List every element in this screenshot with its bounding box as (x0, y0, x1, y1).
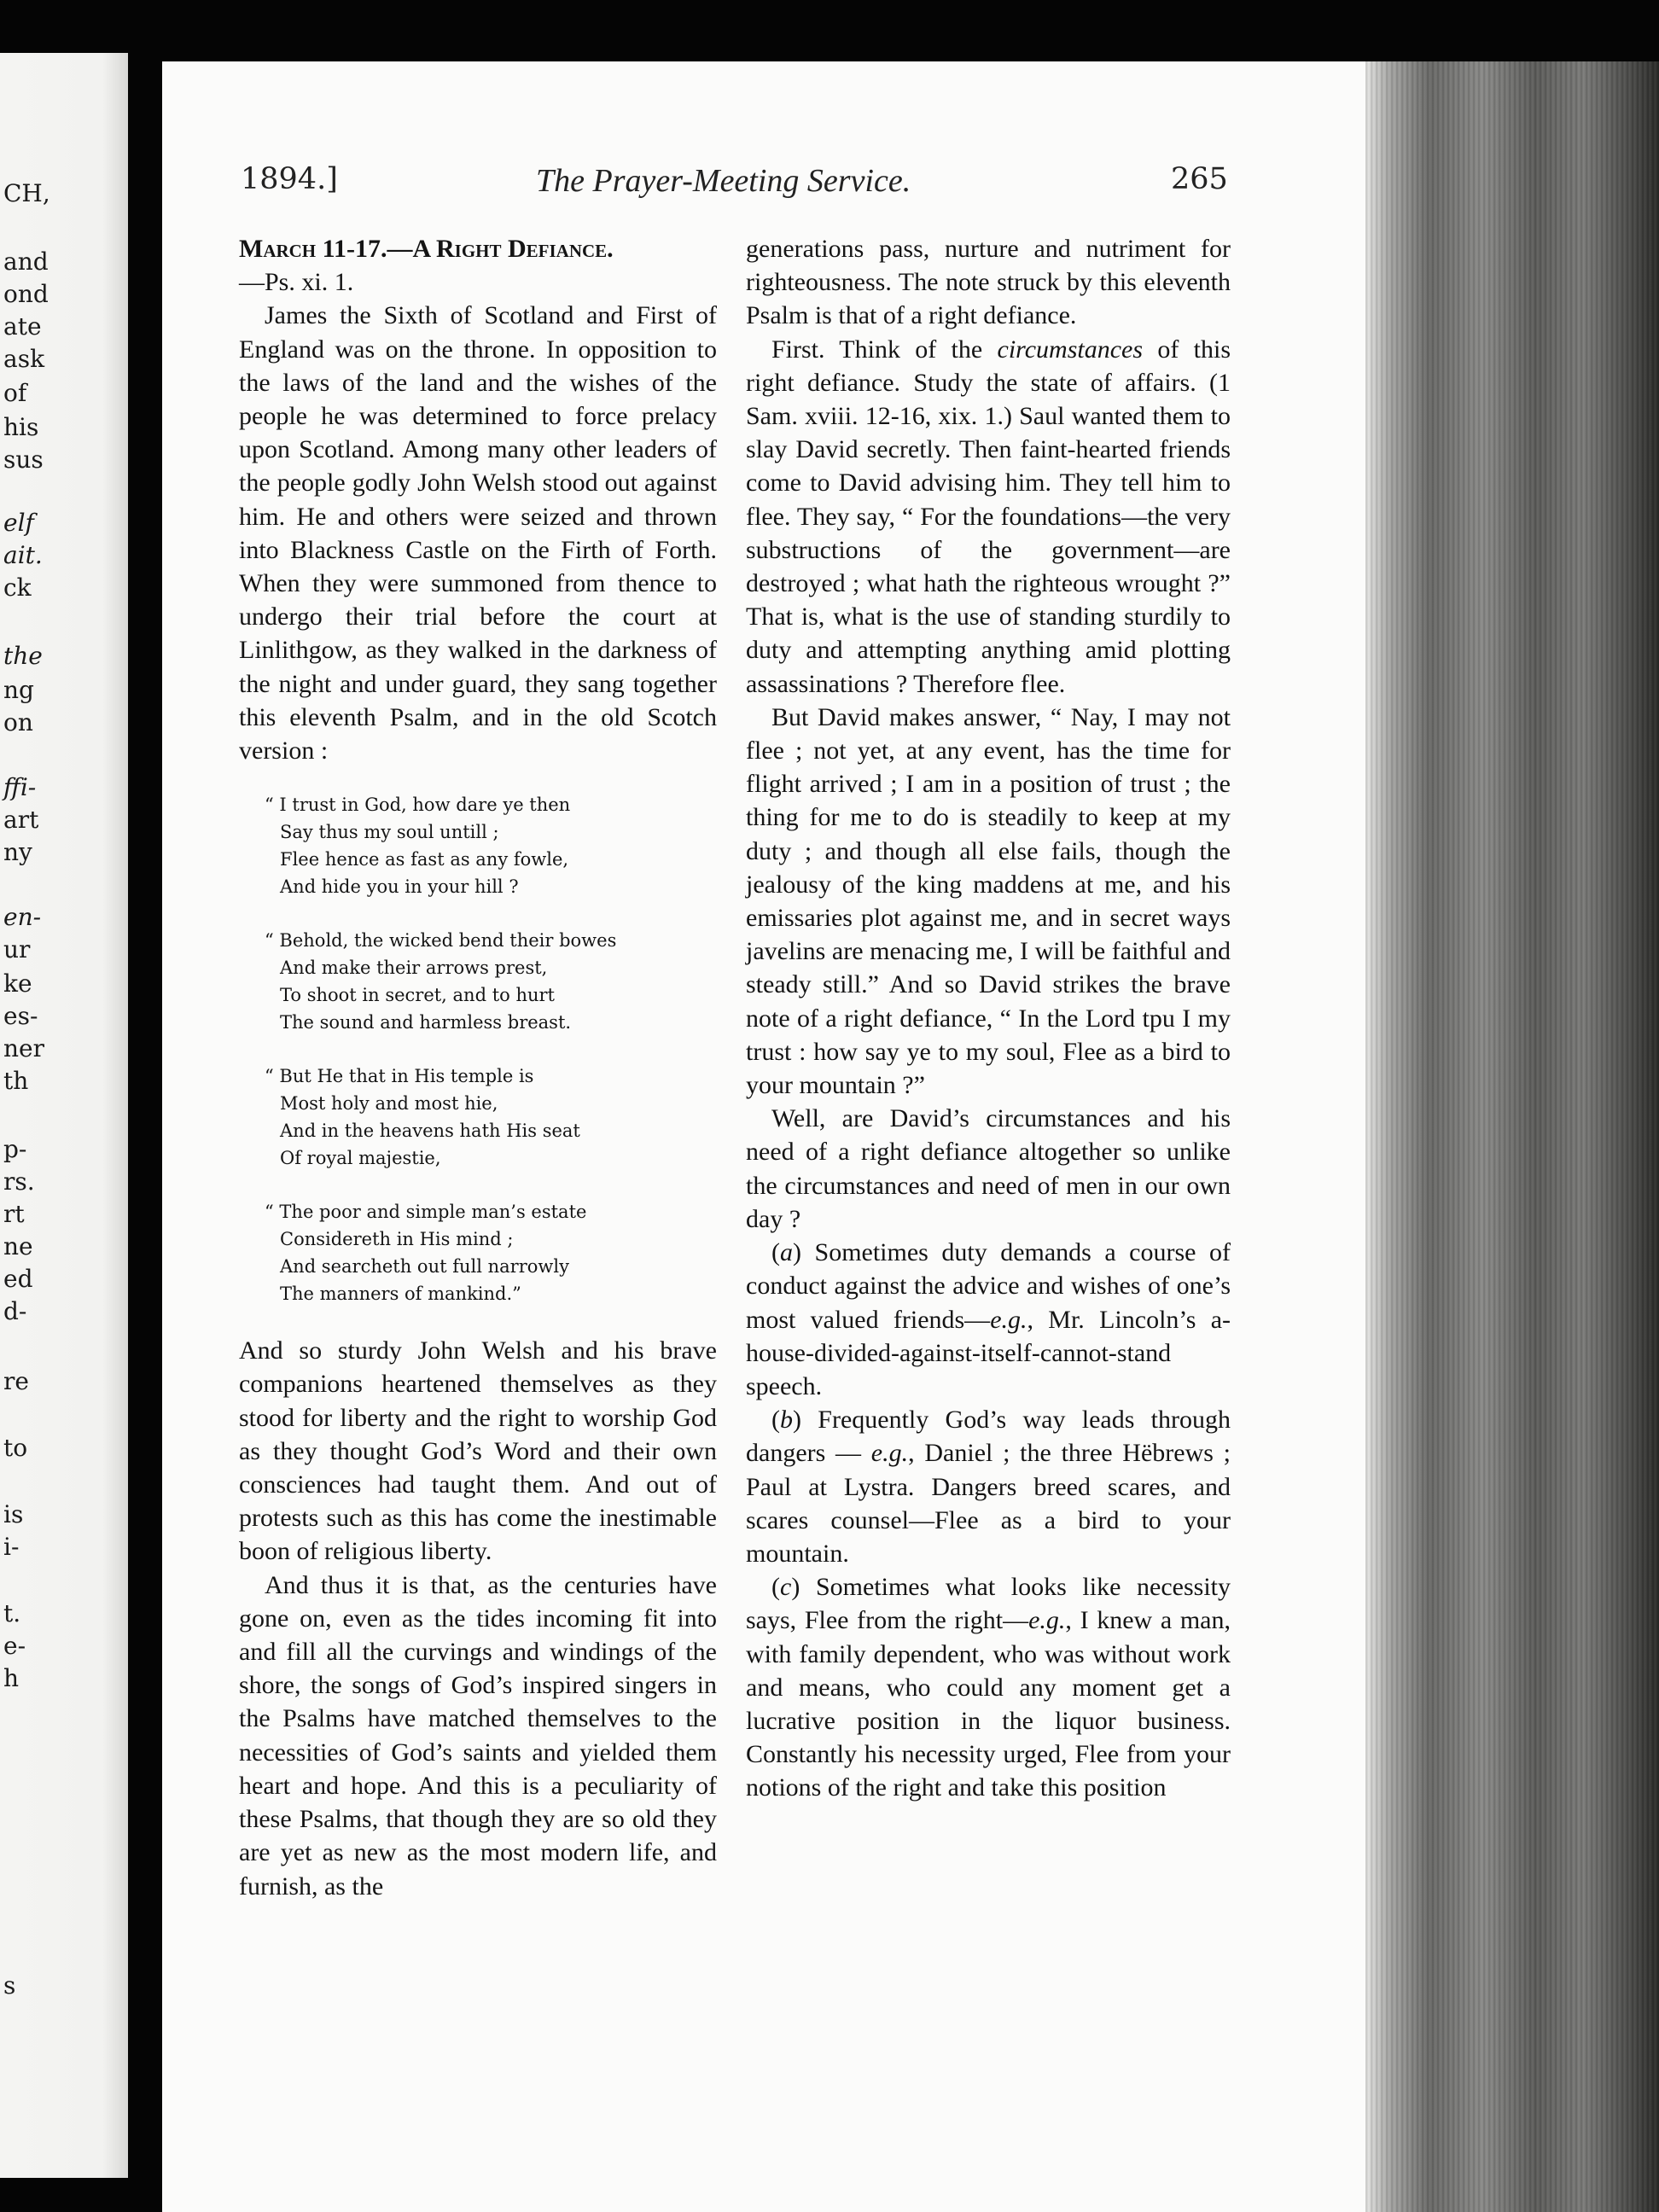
stanza (265, 1198, 717, 1307)
facing-page-fragment: s (3, 1971, 16, 2000)
verse-line: Most holy and most hie, (280, 1093, 498, 1115)
text-run: , Mr. Lincoln’s a-house-divided-against-itself-cannot-stand speech. (746, 1305, 1231, 1400)
facing-page-fragment: on (3, 708, 33, 736)
facing-page-fragment: to (3, 1434, 28, 1462)
facing-page-fragment: re (3, 1367, 29, 1395)
paragraph: (c) Sometimes what looks like necessity says, Flee from the right—e.g., I knew a man, with family dependent, who was without work and means, who could any moment get a lucrative position in the liquor business. Constantly his necessity urged, Flee from your notions of the right and take this position (746, 1573, 1231, 1802)
right-column (746, 232, 1231, 1805)
heading-title: March 11-17.—A Right Defiance. (239, 235, 614, 263)
facing-page-fragment: t. (3, 1599, 21, 1627)
facing-page-fragment: h (3, 1664, 20, 1692)
facing-page-fragment: ck (3, 573, 32, 602)
verse-line: And hide you in your hill ? (280, 876, 519, 898)
text-run: Frequently God’s way leads through dangers — (746, 1406, 1231, 1468)
facing-page-fragment: ate (3, 312, 42, 341)
paragraph: And thus it is that, as the centuries have gone on, even as the tides incoming fit into and fill all the curvings and windings of the shore, the songs of God’s inspired singers in the Psalms have matched themselves to the necessities of God’s saints and yielded them heart and hope. And this is a peculiarity of these Psalms, that though they are so old they are yet as new as the most modern life, and furnish, as the (239, 1570, 717, 1901)
facing-page-fragment: his (3, 413, 39, 441)
paragraph: James the Sixth of Scotland and First of England was on the throne. In opposition to the laws of the land and the wishes of the people he was determined to force prelacy upon Scotland. Among many other leaders of the people godly John Welsh stood out against him. He and others were seized and thrown into Blackness Castle on the Firth of Forth. When they were summoned from thence to undergo their trial before the court at Linlithgow, as they walked in the darkness of the night and under guard, they sang together this eleventh Psalm, and in the old Scotch version : (239, 301, 717, 765)
section-heading (239, 232, 717, 299)
facing-page-fragment: ne (3, 1232, 33, 1260)
stanza (265, 927, 717, 1036)
page-number: 265 (1171, 162, 1228, 196)
facing-page-fragment: es- (3, 1002, 38, 1030)
text-run: , I knew a man, with family dependent, who was without work and means, who could any moment get a lucrative position in the liquor business. Constantly his necessity urged, Flee from your notions of the right and take this position (746, 1606, 1231, 1802)
verse-line: Considereth in His mind ; (280, 1229, 514, 1250)
facing-page-fragment: the (3, 642, 43, 670)
paragraph: (a) Sometimes duty demands a course of conduct against the advice and wishes of one’s most valued friends—e.g., Mr. Lincoln’s a-house-divided-against-itself-cannot-stand speech. (746, 1238, 1231, 1400)
facing-page-fragment: rs. (3, 1167, 35, 1196)
facing-page-fragment: d- (3, 1297, 27, 1325)
facing-page-fragment: sus (3, 445, 44, 474)
facing-page-fragment: en- (3, 903, 42, 931)
paragraph: (b) Frequently God’s way leads through dangers — e.g., Daniel ; the three Hëbrews ; Paul at Lystra. Dangers breed scares, and scares counsel—Flee as a bird to your mountain. (746, 1406, 1231, 1568)
paragraph: Well, are David’s circumstances and his need of a right defiance altogether so unlike the circumstances and need of men in our own day ? (746, 1104, 1231, 1233)
list-label: a (780, 1238, 793, 1267)
emphasis: e.g. (1028, 1606, 1066, 1635)
verse-line: Say thus my soul untill ; (280, 822, 499, 843)
verse-line: “ Behold, the wicked bend their bowes (265, 930, 617, 952)
facing-page-fragment: ke (3, 969, 32, 998)
paragraph: generations pass, nurture and nutriment for righteousness. The note struck by this eleventh Psalm is that of a right defiance. (746, 235, 1231, 330)
facing-page-fragment: ur (3, 935, 31, 963)
facing-page-fragment: art (3, 806, 39, 834)
stanza (265, 1062, 717, 1172)
text-run: of this right defiance. Study the state of affairs. (1 Sam. xviii. 12-16, xix. 1.) Saul wanted them to slay David secretly. Then faint-hearted friends come to David advising him. They tell him to flee. They say, “ For the foundations—the very substructions of the government—are destroyed ; what hath the righteous wrought ?” That is, what is the use of standing sturdily to duty and attempting anything amid plotting assassinations ? Therefore flee. (746, 335, 1231, 698)
running-head-year: 1894.] (241, 162, 338, 196)
facing-page-fragment: CH, (3, 179, 50, 207)
paragraph: And so sturdy John Welsh and his brave companions heartened themselves as they stood for liberty and the right to worship God as they thought God’s Word and their own consciences had taught them. And out of protests such as this has come the inestimable boon of religious liberty. (239, 1336, 717, 1566)
paragraph (746, 333, 1231, 701)
facing-page-fragment: rt (3, 1200, 25, 1228)
facing-page-fragment: elf (3, 509, 34, 537)
facing-page-fragment: th (3, 1067, 29, 1095)
facing-page-edge (0, 53, 128, 2178)
facing-page-fragment: ng (3, 676, 34, 704)
list-label: c (780, 1573, 792, 1602)
verse-line: The manners of mankind.” (280, 1284, 521, 1305)
left-column (239, 232, 717, 1903)
facing-page-fragment: is (3, 1500, 24, 1528)
facing-page-fragment: i- (3, 1533, 20, 1561)
verse-line: The sound and harmless breast. (280, 1012, 572, 1033)
psalm-verse (239, 791, 717, 1307)
verse-line: Of royal majestie, (280, 1148, 441, 1169)
emphasis: circumstances (997, 335, 1144, 364)
list-label: b (780, 1406, 793, 1435)
verse-line: “ I trust in God, how dare ye then (265, 795, 571, 816)
text-run: , Daniel ; the three Hëbrews ; Paul at Lystra. Dangers breed scares, and scares counsel—Flee as a bird to your mountain. (746, 1439, 1231, 1568)
facing-page-fragment: e- (3, 1632, 26, 1660)
facing-page-fragment: ask (3, 345, 45, 373)
facing-page-fragment: ffi- (3, 773, 37, 801)
emphasis: e.g. (870, 1439, 909, 1468)
scripture-reference: —Ps. xi. 1. (239, 268, 354, 297)
text-run: Sometimes what looks like necessity says, Flee from the right— (746, 1573, 1231, 1635)
verse-line: Flee hence as fast as any fowle, (280, 849, 569, 870)
verse-line: To shoot in secret, and to hurt (280, 985, 555, 1006)
facing-page-fragment: ner (3, 1034, 44, 1062)
facing-page-fragment: ait. (3, 541, 43, 569)
facing-page-fragment: and (3, 247, 49, 276)
facing-page-fragment: ny (3, 838, 32, 866)
page-block-edge (1365, 61, 1659, 2212)
text-run: First. Think of the (771, 335, 998, 364)
verse-line: And searcheth out full narrowly (280, 1256, 569, 1278)
text-run: Sometimes duty demands a course of conduct against the advice and wishes of one’s most valued friends— (746, 1238, 1231, 1334)
running-head-title: The Prayer-Meeting Service. (536, 163, 911, 199)
verse-line: “ But He that in His temple is (265, 1066, 534, 1087)
stanza (265, 791, 717, 900)
emphasis: e.g. (990, 1305, 1027, 1334)
verse-line: “ The poor and simple man’s estate (265, 1202, 587, 1223)
facing-page-fragment: p- (3, 1135, 27, 1163)
facing-page-fragment: ed (3, 1265, 33, 1293)
paragraph: But David makes answer, “ Nay, I may not flee ; not yet, at any event, has the time for flight arrived ; I am in a position of trust ; the thing for me to do is steadily to keep at my duty ; and though all else fails, though the jealousy of the king maddens at me, and his emissaries plot against me, and in secret ways javelins are menacing me, I will be faithful and steady still.” And so David strikes the brave note of a right defiance, “ In the Lord tpu I my trust : how say ye to my soul, Flee as a bird to your mountain ?” (746, 702, 1231, 1100)
facing-page-fragment: of (3, 379, 27, 407)
verse-line: And in the heavens hath His seat (280, 1121, 580, 1142)
facing-page-fragment: ond (3, 280, 49, 308)
verse-line: And make their arrows prest, (280, 958, 548, 979)
